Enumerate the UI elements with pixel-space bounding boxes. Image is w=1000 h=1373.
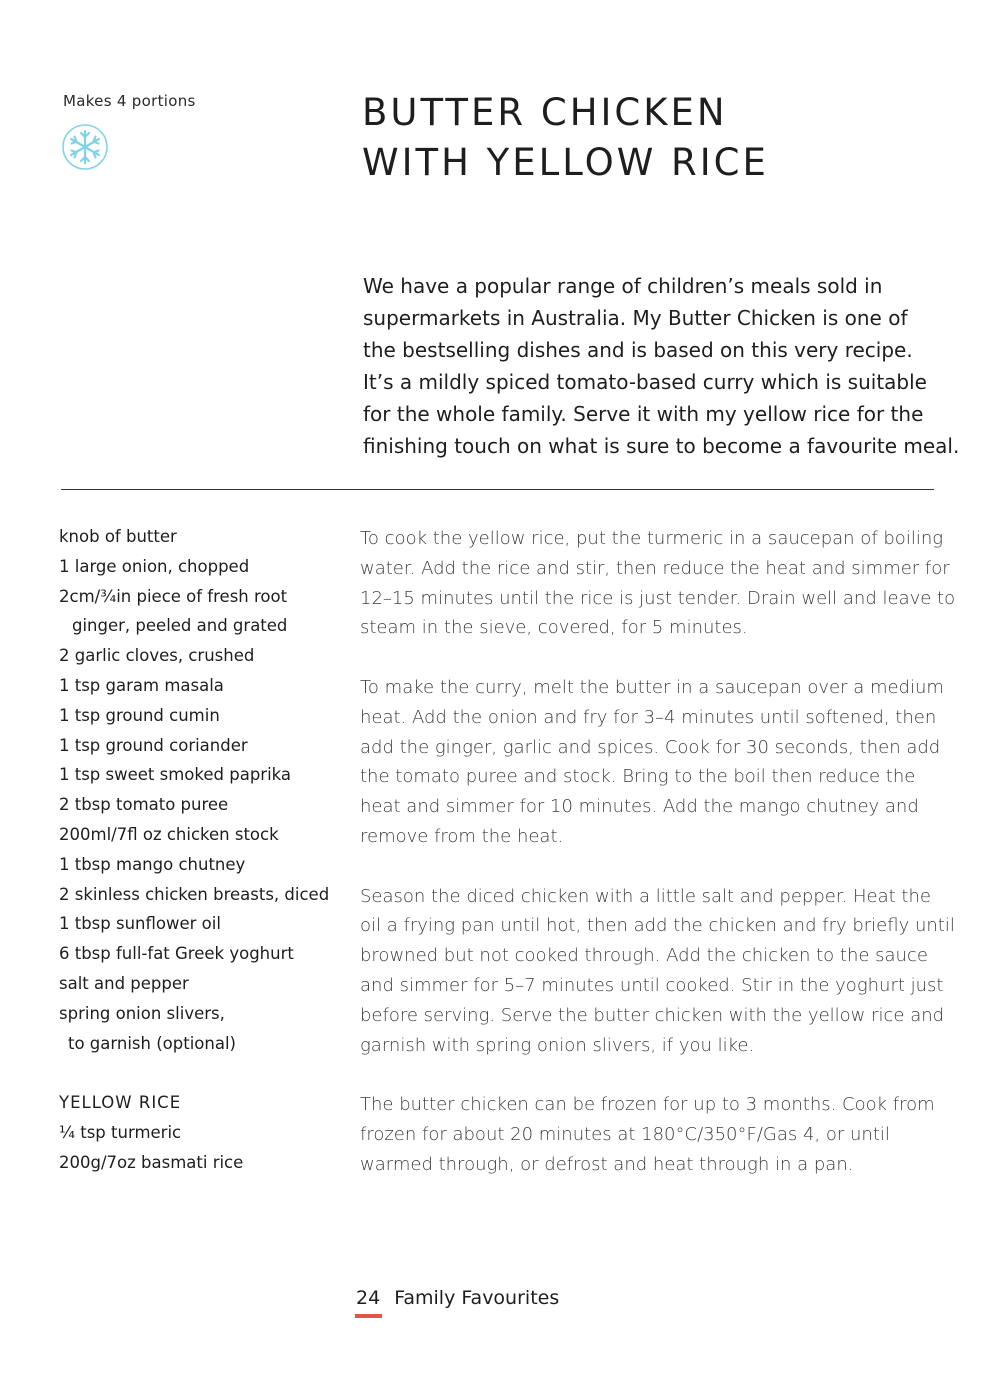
page-footer xyxy=(356,1287,559,1309)
method-line: warmed through, or defrost and heat through in a pan. xyxy=(360,1153,854,1175)
ingredient-item: knob of butter xyxy=(59,527,177,546)
title-line: BUTTER CHICKEN xyxy=(362,91,728,134)
snowflake-icon xyxy=(61,123,109,171)
ingredient-item: 1 large onion, chopped xyxy=(59,556,250,576)
ingredient-item: 2 garlic cloves, crushed xyxy=(59,646,255,666)
portions-label: Makes 4 portions xyxy=(63,92,196,110)
ingredient-item: 200g/7oz basmati rice xyxy=(59,1152,244,1172)
method-paragraph xyxy=(360,882,955,1061)
method-line: frozen for about 20 minutes at 180°C/350°F/Gas 4, or until xyxy=(360,1123,890,1145)
title-line: WITH YELLOW RICE xyxy=(362,141,769,184)
method-line: Season the diced chicken with a little salt and pepper. Heat the xyxy=(360,885,931,907)
ingredient-item: salt and pepper xyxy=(59,973,189,993)
ingredient-item: 1 tsp garam masala xyxy=(59,675,224,695)
method-line: To make the curry, melt the butter in a saucepan over a medium xyxy=(360,676,944,698)
method-paragraph xyxy=(360,524,956,643)
ingredient-item: to garnish (optional) xyxy=(68,1033,236,1053)
intro-line: supermarkets in Australia. My Butter Chicken is one of xyxy=(363,306,908,330)
ingredient-item: 6 tbsp full-fat Greek yoghurt xyxy=(59,944,294,964)
method-line: add the ginger, garlic and spices. Cook for 30 seconds, then add xyxy=(360,736,941,758)
method-line: the tomato puree and stock. Bring to the boil then reduce the xyxy=(360,766,916,788)
method-line: garnish with spring onion slivers, if you like. xyxy=(360,1034,755,1056)
method-line: steam in the sieve, covered, for 5 minutes. xyxy=(360,617,748,639)
intro-paragraph xyxy=(363,270,963,462)
intro-line: We have a popular range of children’s meals sold in xyxy=(363,274,883,298)
ingredient-item: 1 tsp ground coriander xyxy=(59,735,248,755)
ingredient-item: 1 tsp sweet smoked paprika xyxy=(59,765,292,785)
ingredient-item: 2 skinless chicken breasts, diced xyxy=(59,884,330,904)
method-paragraph xyxy=(360,673,950,852)
ingredient-item: spring onion slivers, xyxy=(59,1003,225,1023)
recipe-title xyxy=(362,88,769,188)
method-line: remove from the heat. xyxy=(360,825,564,847)
ingredient-item: 1 tbsp sunflower oil xyxy=(59,914,221,934)
ingredient-item: ¼ tsp turmeric xyxy=(59,1122,182,1142)
intro-line: It’s a mildly spiced tomato-based curry which is suitable xyxy=(363,370,927,394)
ingredient-item: ginger, peeled and grated xyxy=(72,616,288,636)
method-line: The butter chicken can be frozen for up to 3 months. Cook from xyxy=(360,1094,935,1116)
ingredient-item: 1 tbsp mango chutney xyxy=(59,854,246,874)
ingredients-list xyxy=(59,522,349,1178)
ingredient-item: 2cm/¾in piece of fresh root xyxy=(59,586,288,606)
method-line: heat and simmer for 10 minutes. Add the mango chutney and xyxy=(360,796,919,818)
ingredient-item: 1 tsp ground cumin xyxy=(59,705,220,725)
method-line: and simmer for 5–7 minutes until cooked. Stir in the yoghurt just xyxy=(360,974,944,996)
page-number: 24 xyxy=(356,1287,381,1309)
method-line: 12–15 minutes until the rice is just tender. Drain well and leave to xyxy=(360,587,956,609)
method-line: oil a frying pan until hot, then add the chicken and fry briefly until xyxy=(360,915,955,937)
method-line: before serving. Serve the butter chicken with the yellow rice and xyxy=(360,1004,945,1026)
section-title: Family Favourites xyxy=(394,1287,560,1309)
method-line: To cook the yellow rice, put the turmeric in a saucepan of boiling xyxy=(360,528,944,549)
divider xyxy=(61,489,934,490)
ingredient-item: 200ml/7fl oz chicken stock xyxy=(59,824,279,844)
intro-line: for the whole family. Serve it with my yellow rice for the xyxy=(363,402,924,426)
method-text xyxy=(360,524,956,1209)
method-line: browned but not cooked through. Add the chicken to the sauce xyxy=(360,945,928,967)
method-line: water. Add the rice and stir, then reduce the heat and simmer for xyxy=(360,557,950,579)
yellow-rice-heading: YELLOW RICE xyxy=(59,1093,182,1113)
intro-line: the bestselling dishes and is based on this very recipe. xyxy=(363,338,913,362)
method-paragraph xyxy=(360,1090,950,1179)
method-line: heat. Add the onion and fry for 3–4 minutes until softened, then xyxy=(360,706,937,728)
intro-line: finishing touch on what is sure to become a favourite meal. xyxy=(363,434,960,458)
ingredient-item: 2 tbsp tomato puree xyxy=(59,795,229,815)
